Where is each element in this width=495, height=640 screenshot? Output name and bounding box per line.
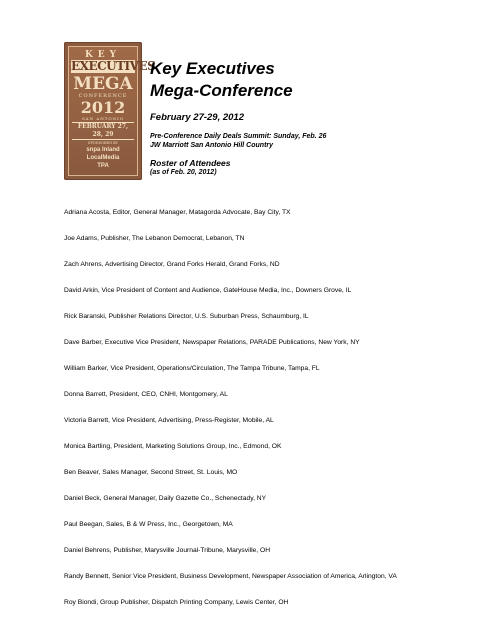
roster-heading — [150, 158, 230, 177]
title-line-2: Mega-Conference — [150, 81, 293, 100]
roster-title: Roster of Attendees — [150, 158, 231, 168]
list-item: Paul Beegan, Sales, B & W Press, Inc., Georgetown, MA — [64, 521, 233, 528]
page-title — [150, 58, 293, 102]
venue: JW Marriott San Antonio Hill Country — [150, 142, 274, 149]
list-item: Victoria Barrett, Vice President, Advertising, Press-Register, Mobile, AL — [64, 417, 274, 424]
list-item: Roy Biondi, Group Publisher, Dispatch Printing Company, Lewis Center, OH — [64, 599, 289, 606]
logo-executives: EXECUTIVES — [71, 59, 156, 73]
list-item: Joe Adams, Publisher, The Lebanon Democrat, Lebanon, TN — [64, 235, 245, 242]
conference-dates: February 27-29, 2012 — [150, 112, 245, 123]
logo-mega: MEGA — [73, 74, 133, 94]
title-line-1: Key Executives — [150, 59, 275, 78]
list-item: Daniel Beck, General Manager, Daily Gazette Co., Schenectady, NY — [64, 495, 267, 502]
conference-logo — [64, 42, 156, 180]
sponsor-inland: Inland — [102, 147, 120, 153]
pre-conference-summit: Pre-Conference Daily Deals Summit: Sunday, Feb. 26 — [150, 133, 327, 140]
list-item: William Barker, Vice President, Operations/Circulation, The Tampa Tribune, Tampa, FL — [64, 365, 320, 372]
logo-dates: FEBRUARY 27, 28, 29 — [72, 122, 134, 140]
logo-key: KEY — [84, 50, 122, 60]
attendee-list — [64, 208, 464, 624]
logo-sponsored-by: SPONSORED BY — [88, 141, 118, 145]
sponsor-snpa: snpa — [86, 147, 101, 153]
logo-badge — [68, 46, 156, 176]
list-item: Zach Ahrens, Advertising Director, Grand Forks Herald, Grand Forks, ND — [64, 261, 280, 268]
sponsor-tpa: TPA — [97, 163, 109, 169]
sponsor-localmedia: LocalMedia — [86, 155, 120, 161]
list-item: Randy Bennett, Senior Vice President, Business Development, Newspaper Association of America, Arlington, VA — [64, 573, 397, 580]
roster-asof: (as of Feb. 20, 2012) — [150, 169, 217, 176]
pre-conference-info — [150, 132, 326, 150]
list-item: Monica Bartling, President, Marketing Solutions Group, Inc., Edmond, OK — [64, 443, 282, 450]
logo-year: 2012 — [80, 98, 126, 117]
logo-city: SAN ANTONIO — [81, 116, 125, 121]
list-item: Donna Barrett, President, CEO, CNHI, Montgomery, AL — [64, 391, 228, 398]
logo-sponsor-row — [86, 146, 119, 154]
list-item: David Arkin, Vice President of Content and Audience, GateHouse Media, Inc., Downers Grove, IL — [64, 287, 352, 294]
list-item: Rick Baranski, Publisher Relations Director, U.S. Suburban Press, Schaumburg, IL — [64, 313, 309, 320]
list-item: Daniel Behrens, Publisher, Marysville Journal-Tribune, Marysville, OH — [64, 547, 271, 554]
list-item: Ben Beaver, Sales Manager, Second Street, St. Louis, MO — [64, 469, 238, 476]
list-item: Dave Barber, Executive Vice President, Newspaper Relations, PARADE Publications, New York, NY — [64, 339, 360, 346]
list-item: Adriana Acosta, Editor, General Manager, Matagorda Advocate, Bay City, TX — [64, 209, 291, 216]
logo-conference: CONFERENCE — [78, 93, 128, 99]
